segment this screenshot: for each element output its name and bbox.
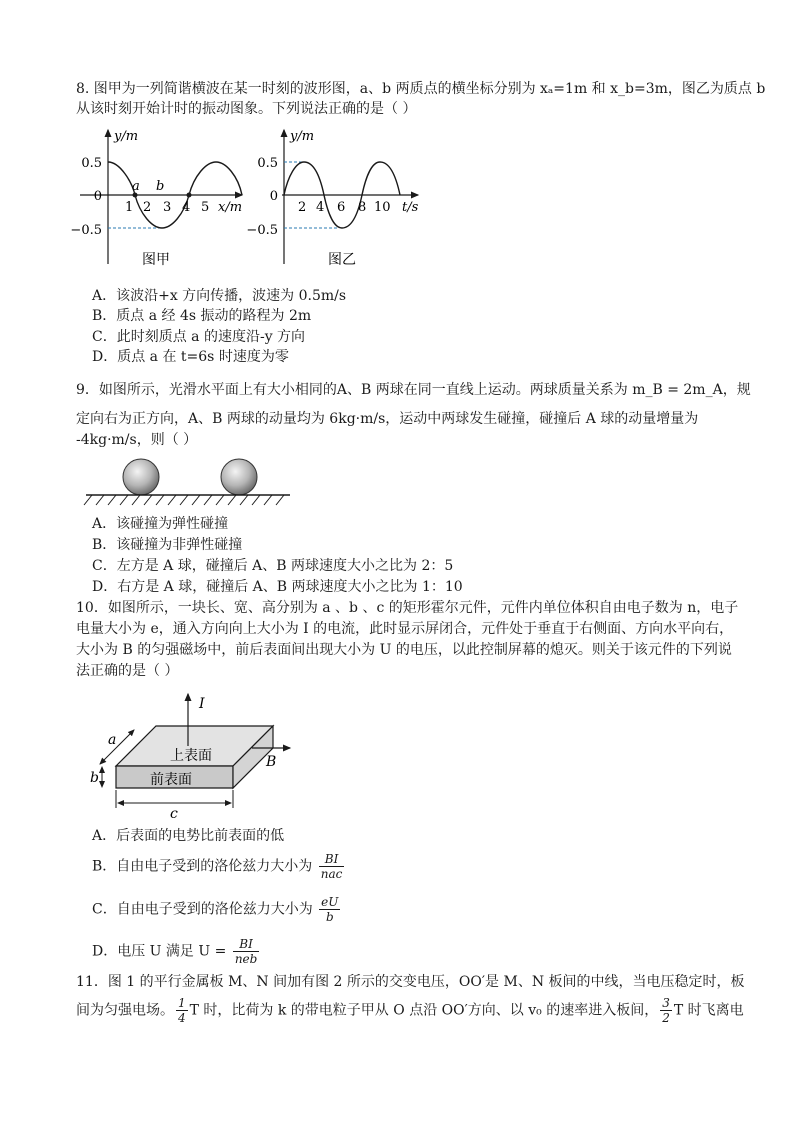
caption: 图乙	[328, 252, 356, 268]
q9-option-b: B．该碰撞为非弹性碰撞	[92, 537, 243, 553]
xtick: 3	[163, 200, 172, 215]
q10-stem-line2: 电量大小为 e，通入方向向上大小为 I 的电流，此时显示屏闭合，元件处于垂直于右侧面、方向水平向右，	[76, 621, 734, 637]
label-a: a	[108, 732, 117, 748]
label-b: b	[90, 770, 99, 786]
label-I: I	[199, 696, 205, 712]
ball-right	[221, 459, 257, 495]
q10-option-b-fraction: $\frac{BI}{\text{nac}}$	[320, 852, 343, 881]
xtick: 4	[182, 200, 191, 215]
xtick: 8	[358, 200, 367, 215]
q10-figure	[86, 690, 306, 820]
ytick: 0	[93, 189, 102, 204]
q9-stem-line2: 定向右为正方向，A、B 两球的动量均为 6kg·m/s，运动中两球发生碰撞，碰撞后 A 球的动量增量为	[76, 411, 699, 427]
q9-option-c: C．左方是 A 球，碰撞后 A、B 两球速度大小之比为 2：5	[92, 558, 454, 574]
q10-option-b	[92, 852, 346, 881]
xtick: 6	[337, 200, 346, 215]
q9-stem-line1: 9．如图所示，光滑水平面上有大小相同的A、B 两球在同一直线上运动。两球质量关系为 m_B = 2m_A，规	[76, 382, 751, 398]
ytick: −0.5	[70, 223, 102, 238]
q9-option-a: A．该碰撞为弹性碰撞	[92, 516, 229, 532]
q10-option-d	[92, 937, 261, 966]
q11-stem-line1: 11．图 1 的平行金属板 M、N 间加有图 2 所示的交变电压，OO′是 M、N 板间的中线，当电压稳定时，板	[76, 974, 745, 990]
q8-option-c: C．此时刻质点 a 的速度沿-y 方向	[92, 329, 306, 345]
ytick: 0	[269, 189, 278, 204]
q10-option-a: A．后表面的电势比前表面的低	[92, 828, 285, 844]
q10-stem-line3: 大小为 B 的匀强磁场中，前后表面间出现大小为 U 的电压，以此控制屏幕的熄灭。则关于该元件的下列说	[76, 642, 732, 658]
q9-option-d: D．右方是 A 球，碰撞后 A、B 两球速度大小之比为 1：10	[92, 579, 463, 595]
q8-option-b: B．质点 a 经 4s 振动的路程为 2m	[92, 308, 312, 324]
xtick: 1	[125, 200, 134, 215]
label-top-face: 上表面	[170, 748, 212, 764]
xtick: 10	[374, 200, 391, 215]
ytick: −0.5	[246, 223, 278, 238]
caption: 图甲	[142, 252, 170, 268]
q10-stem-line4: 法正确的是（ ）	[76, 663, 179, 679]
xtick: 4	[316, 200, 325, 215]
xtick: 2	[143, 200, 152, 215]
q10-option-b-text: B．自由电子受到的洛伦兹力大小为	[92, 858, 313, 875]
label-c: c	[170, 806, 178, 822]
q10-stem-line1: 10．如图所示，一块长、宽、高分别为 a 、b 、c 的矩形霍尔元件，元件内单位体积自由电子数为 n，电子	[76, 600, 739, 616]
point-label-a: a	[132, 179, 140, 194]
xlabel: x/m	[218, 200, 243, 215]
label-front-face: 前表面	[150, 772, 192, 788]
q8-figure-a	[70, 124, 260, 274]
q8-option-a: A．该波沿+x 方向传播，波速为 0.5m/s	[92, 288, 347, 304]
xtick: 5	[201, 200, 210, 215]
q11-fraction-2: $\frac{3}{2}$	[662, 996, 670, 1025]
q8-stem-line2: 从该时刻开始计时的振动图象。下列说法正确的是（ ）	[76, 101, 417, 117]
ylabel: y/m	[114, 129, 139, 144]
q10-option-d-text: D．电压 U 满足 U =	[92, 943, 227, 960]
label-B: B	[266, 754, 277, 770]
point-b	[187, 193, 192, 198]
ytick: 0.5	[81, 156, 102, 171]
ball-left	[123, 459, 159, 495]
point-label-b: b	[156, 179, 165, 194]
ytick: 0.5	[257, 156, 278, 171]
xtick: 2	[298, 200, 307, 215]
q10-option-c-text: C．自由电子受到的洛伦兹力大小为	[92, 901, 313, 918]
q10-option-c-fraction: $\frac{eU}{b}$	[321, 895, 339, 924]
q8-option-d: D．质点 a 在 t=6s 时速度为零	[92, 349, 289, 365]
q9-stem-line3: -4kg·m/s，则（ ）	[76, 432, 198, 448]
q8-figure-b	[246, 124, 432, 274]
q10-option-d-fraction: $\frac{BI}{\text{neb}}$	[234, 937, 258, 966]
ylabel: y/m	[290, 129, 315, 144]
xlabel: t/s	[402, 200, 419, 215]
q11-fraction-1: $\frac{1}{4}$	[178, 996, 186, 1025]
q8-stem-line1: 8. 图甲为一列简谐横波在某一时刻的波形图，a、b 两质点的横坐标分别为 xₐ=1m 和 x_b=3m，图乙为质点 b	[76, 81, 766, 97]
q11-stem-line2: 间为匀强电场。 $\frac{1}{4}$ T 时，比荷为 k 的带电粒子甲从 O 点沿 OO′方向、以 v₀ 的速率进入板间， $\frac{3}{2}$ T 时飞离电	[76, 996, 744, 1025]
q10-option-c	[92, 895, 342, 924]
q9-figure	[84, 455, 294, 515]
